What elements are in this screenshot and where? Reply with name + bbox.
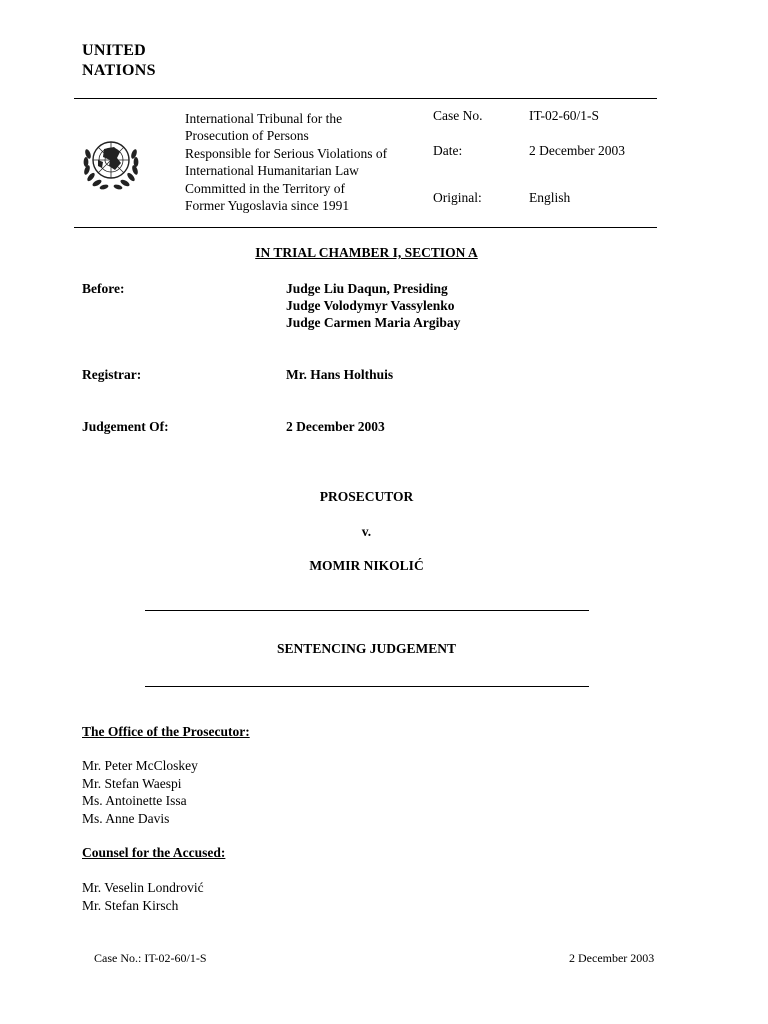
document-title: SENTENCING JUDGEMENT xyxy=(277,641,456,656)
judge-name: Judge Carmen Maria Argibay xyxy=(286,315,461,330)
judgement-date-label: Judgement Of: xyxy=(82,419,169,434)
case-number-value: IT-02-60/1-S xyxy=(529,108,599,123)
counsel-name: Mr. Veselin Londrović xyxy=(82,880,204,895)
prosecutor-party: PROSECUTOR xyxy=(319,489,414,504)
defence-heading: Counsel for the Accused: xyxy=(82,845,226,860)
judge-name: Judge Volodymyr Vassylenko xyxy=(286,298,455,313)
organization-name-line2: NATIONS xyxy=(82,62,156,79)
judgement-date-value: 2 December 2003 xyxy=(286,419,385,434)
original-value: English xyxy=(529,190,571,205)
prosecution-heading: The Office of the Prosecutor: xyxy=(82,724,250,739)
versus-text: v. xyxy=(361,524,372,539)
tribunal-line: International Tribunal for the xyxy=(185,111,343,126)
tribunal-line: Prosecution of Persons xyxy=(185,128,309,144)
defence-counsel-list xyxy=(82,879,204,914)
before-label: Before: xyxy=(82,281,125,296)
counsel-name: Mr. Stefan Waespi xyxy=(82,775,182,791)
organization-name xyxy=(82,41,156,81)
registrar-label: Registrar: xyxy=(82,367,142,382)
prosecution-counsel-list xyxy=(82,757,198,827)
counsel-name: Mr. Stefan Kirsch xyxy=(82,897,179,913)
accused-party: MOMIR NIKOLIĆ xyxy=(309,558,424,573)
title-bottom-rule xyxy=(145,686,589,687)
organization-name-line1: UNITED xyxy=(82,42,147,59)
header-top-rule xyxy=(74,98,657,99)
footer-date: 2 December 2003 xyxy=(569,951,655,965)
date-value: 2 December 2003 xyxy=(529,143,625,158)
un-emblem-icon xyxy=(80,130,142,192)
registrar-name: Mr. Hans Holthuis xyxy=(286,367,394,382)
header-bottom-rule xyxy=(74,227,657,228)
tribunal-line: Responsible for Serious Violations of xyxy=(185,145,388,161)
judges-list xyxy=(286,280,460,331)
chamber-heading: IN TRIAL CHAMBER I, SECTION A xyxy=(255,245,478,260)
counsel-name: Ms. Anne Davis xyxy=(82,810,170,826)
tribunal-name-block xyxy=(185,110,387,214)
tribunal-line: Former Yugoslavia since 1991 xyxy=(185,198,350,214)
footer-case-number: Case No.: IT-02-60/1-S xyxy=(94,951,207,965)
date-label: Date: xyxy=(433,143,463,158)
counsel-name: Mr. Peter McCloskey xyxy=(82,758,198,773)
title-top-rule xyxy=(145,610,589,611)
tribunal-line: International Humanitarian Law xyxy=(185,163,359,179)
tribunal-line: Committed in the Territory of xyxy=(185,180,346,196)
original-label: Original: xyxy=(433,190,482,205)
judge-name: Judge Liu Daqun, Presiding xyxy=(286,281,448,296)
case-number-label: Case No. xyxy=(433,108,483,123)
counsel-name: Ms. Antoinette Issa xyxy=(82,793,187,808)
